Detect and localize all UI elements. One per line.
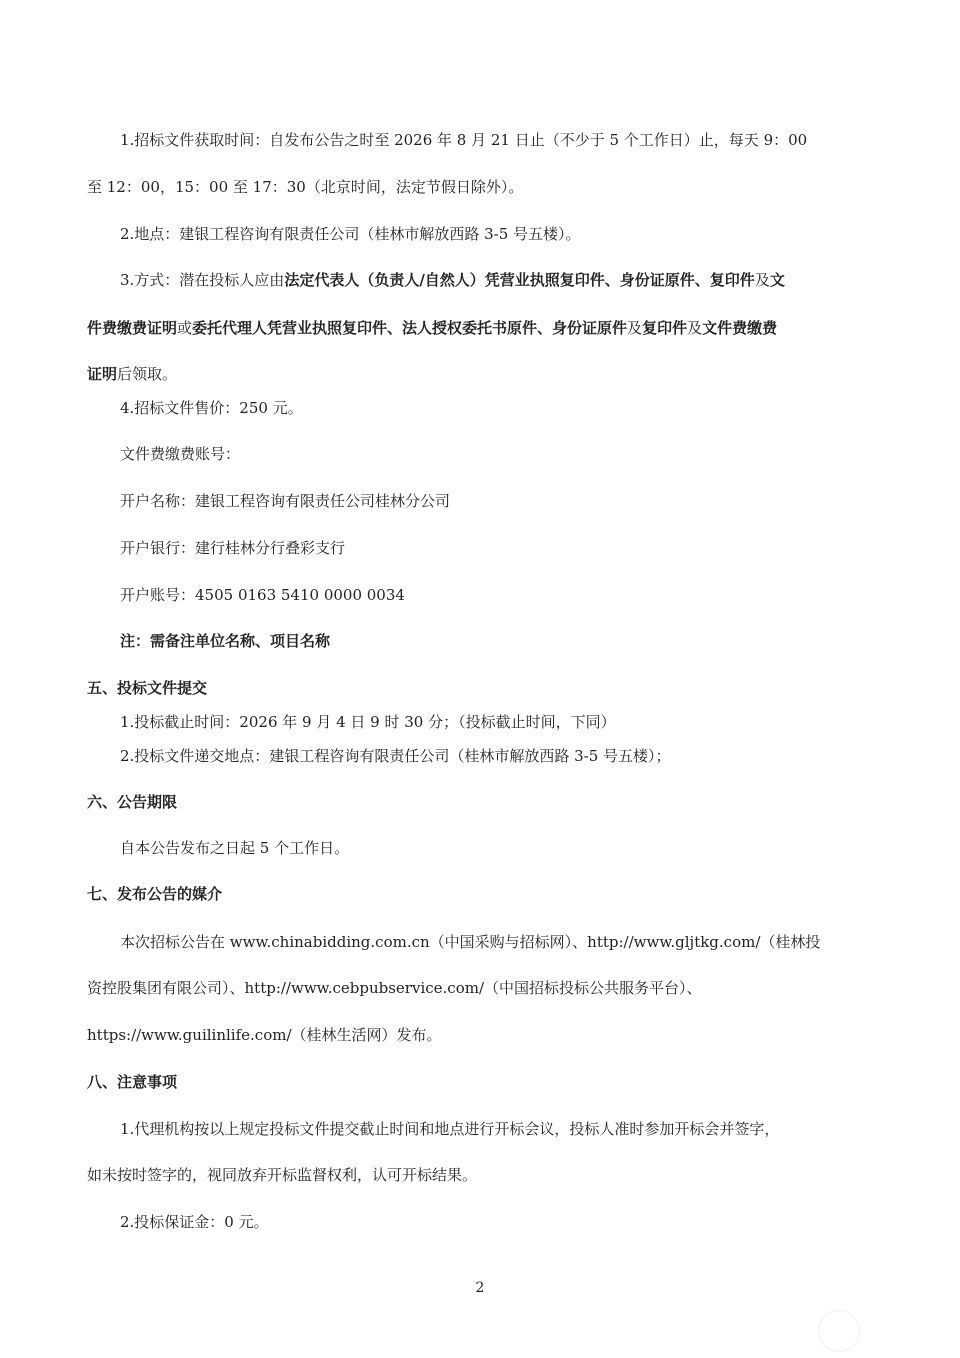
submit-location: 2.投标文件递交地点：建银工程咨询有限责任公司（桂林市解放西路 3-5 号五楼）； (120, 747, 671, 765)
obtain-price: 4.招标文件售价：250 元。 (120, 399, 303, 417)
period-text: 自本公告发布之日起 5 个工作日。 (120, 839, 350, 857)
obtain-method-line-2: 件费缴费证明或委托代理人凭营业执照复印件、法人授权委托书原件、身份证原件及复印件及文件费缴费 (87, 319, 778, 337)
obtain-time-line-2: 至 12：00，15：00 至 17：30（北京时间，法定节假日除外）。 (87, 178, 524, 196)
section-heading-period: 六、公告期限 (87, 793, 178, 811)
obtain-location: 2.地点：建银工程咨询有限责任公司（桂林市解放西路 3-5 号五楼）。 (120, 225, 581, 243)
page-number: 2 (475, 1280, 485, 1296)
media-line-3: https://www.guilinlife.com/（桂林生活网）发布。 (87, 1026, 442, 1044)
notes-item-1-line-2: 如未按时签字的，视同放弃开标监督权利，认可开标结果。 (87, 1166, 478, 1184)
submit-deadline: 1.投标截止时间：2026 年 9 月 4 日 9 时 30 分；（投标截止时间，下同） (120, 713, 616, 731)
notes-item-1-line-1: 1.代理机构按以上规定投标文件提交截止时间和地点进行开标会议，投标人准时参加开标会并签字， (120, 1120, 780, 1138)
account-number: 开户账号：4505 0163 5410 0000 0034 (120, 586, 405, 604)
section-heading-submit: 五、投标文件提交 (87, 679, 208, 697)
notes-item-2: 2.投标保证金：0 元。 (120, 1213, 269, 1231)
obtain-method-line-3: 证明后领取。 (87, 365, 178, 383)
account-bank: 开户银行：建行桂林分行叠彩支行 (120, 539, 346, 557)
account-title: 文件费缴费账号： (120, 445, 241, 463)
watermark-icon (818, 1310, 860, 1352)
section-heading-media: 七、发布公告的媒介 (87, 885, 223, 903)
media-line-1: 本次招标公告在 www.chinabidding.com.cn（中国采购与招标网）、http://www.gljtkg.com/（桂林投 (120, 933, 821, 951)
account-name: 开户名称：建银工程咨询有限责任公司桂林分公司 (120, 492, 451, 510)
media-line-2: 资控股集团有限公司）、http://www.cebpubservice.com/（中国招标投标公共服务平台）、 (87, 979, 702, 997)
section-heading-notes: 八、注意事项 (87, 1073, 178, 1091)
account-note: 注：需备注单位名称、项目名称 (120, 632, 331, 650)
obtain-method-line-1: 3.方式：潜在投标人应由法定代表人（负责人/自然人）凭营业执照复印件、身份证原件、复印件及文 (120, 271, 785, 289)
obtain-time-line-1: 1.招标文件获取时间：自发布公告之时至 2026 年 8 月 21 日止（不少于 5 个工作日）止，每天 9：00 (120, 131, 808, 149)
